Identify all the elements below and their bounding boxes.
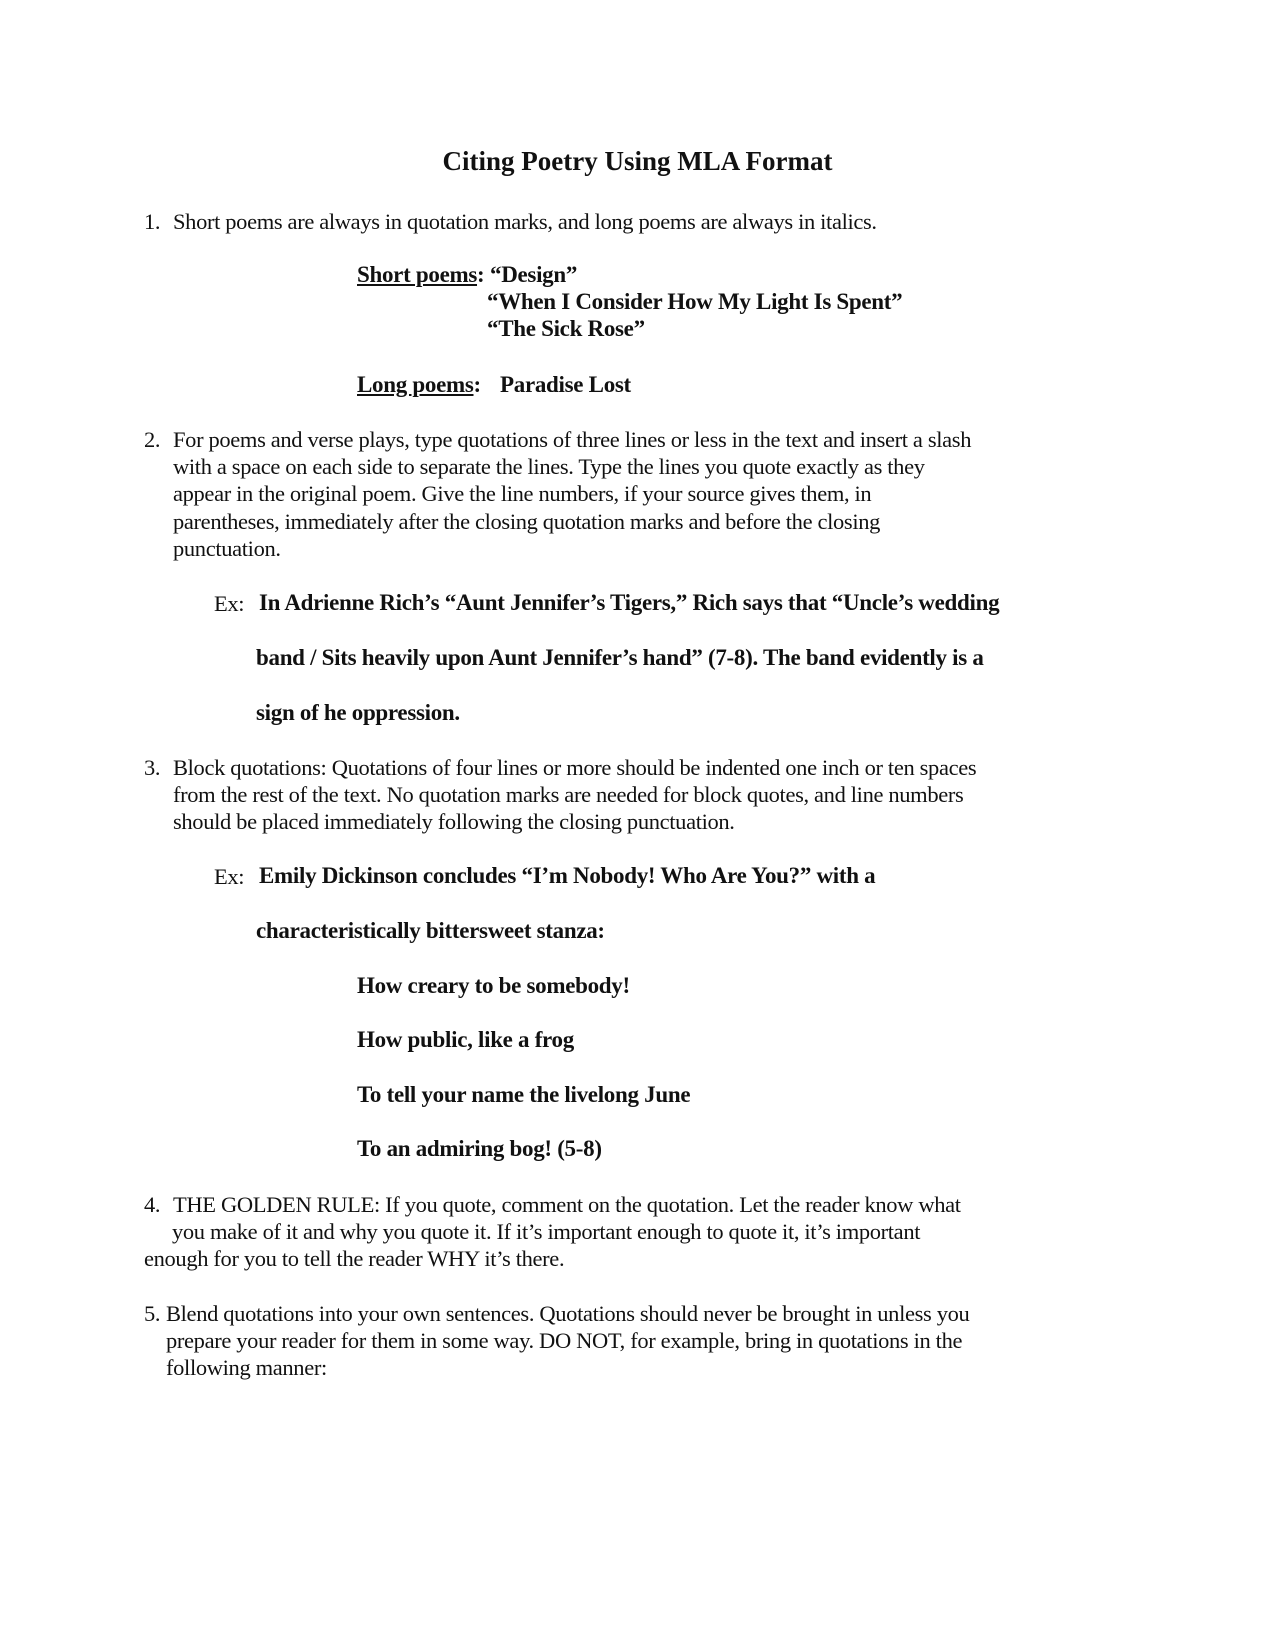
item-text-line: following manner: (166, 1355, 327, 1380)
item-text: Short poems are always in quotation marks, and long poems are always in italics. (173, 209, 877, 234)
item-number: 4. (144, 1192, 161, 1217)
item-text-line: you make of it and why you quote it. If it’s important enough to quote it, it’s important (172, 1219, 921, 1244)
item-number: 1. (144, 209, 161, 234)
example-label: Ex: (214, 591, 245, 616)
example-line: sign of he oppression. (256, 700, 460, 725)
long-poems-label: Long poems: (357, 372, 481, 397)
item-number: 5. (144, 1301, 161, 1326)
stanza-line: To an admiring bog! (5-8) (357, 1136, 602, 1161)
short-poem-title: “When I Consider How My Light Is Spent” (487, 289, 903, 314)
item-text-line: For poems and verse plays, type quotations of three lines or less in the text and insert a slash (173, 427, 972, 452)
item-text-line: appear in the original poem. Give the line numbers, if your source gives them, in (173, 481, 872, 506)
short-poems-label: Short poems: (357, 262, 485, 287)
example-label: Ex: (214, 864, 245, 889)
example-line: characteristically bittersweet stanza: (256, 918, 605, 943)
stanza-line: How creary to be somebody! (357, 973, 630, 998)
example-line: In Adrienne Rich’s “Aunt Jennifer’s Tigers,” Rich says that “Uncle’s wedding (259, 590, 1000, 615)
page-title: Citing Poetry Using MLA Format (442, 146, 833, 176)
stanza-line: How public, like a frog (357, 1027, 574, 1052)
item-text-line: parentheses, immediately after the closing quotation marks and before the closing (173, 509, 881, 534)
item-text-line: punctuation. (173, 536, 281, 561)
long-poem-title: Paradise Lost (500, 372, 631, 397)
item-text-line: enough for you to tell the reader WHY it’s there. (144, 1246, 565, 1271)
item-text-line: THE GOLDEN RULE: If you quote, comment on the quotation. Let the reader know what (173, 1192, 961, 1217)
item-text-line: with a space on each side to separate the lines. Type the lines you quote exactly as they (173, 454, 925, 479)
short-poem-title: “Design” (490, 262, 578, 287)
item-text-line: Block quotations: Quotations of four lines or more should be indented one inch or ten spaces (173, 755, 977, 780)
item-number: 3. (144, 755, 161, 780)
example-line: band / Sits heavily upon Aunt Jennifer’s hand” (7-8). The band evidently is a (256, 645, 984, 670)
item-text-line: Blend quotations into your own sentences. Quotations should never be brought in unless you (166, 1301, 970, 1326)
stanza-line: To tell your name the livelong June (357, 1082, 691, 1107)
item-text-line: should be placed immediately following the closing punctuation. (173, 809, 735, 834)
example-line: Emily Dickinson concludes “I’m Nobody! Who Are You?” with a (259, 863, 876, 888)
item-text-line: prepare your reader for them in some way. DO NOT, for example, bring in quotations in the (166, 1328, 963, 1353)
item-number: 2. (144, 427, 161, 452)
short-poem-title: “The Sick Rose” (487, 316, 645, 341)
item-text-line: from the rest of the text. No quotation marks are needed for block quotes, and line numbers (173, 782, 964, 807)
